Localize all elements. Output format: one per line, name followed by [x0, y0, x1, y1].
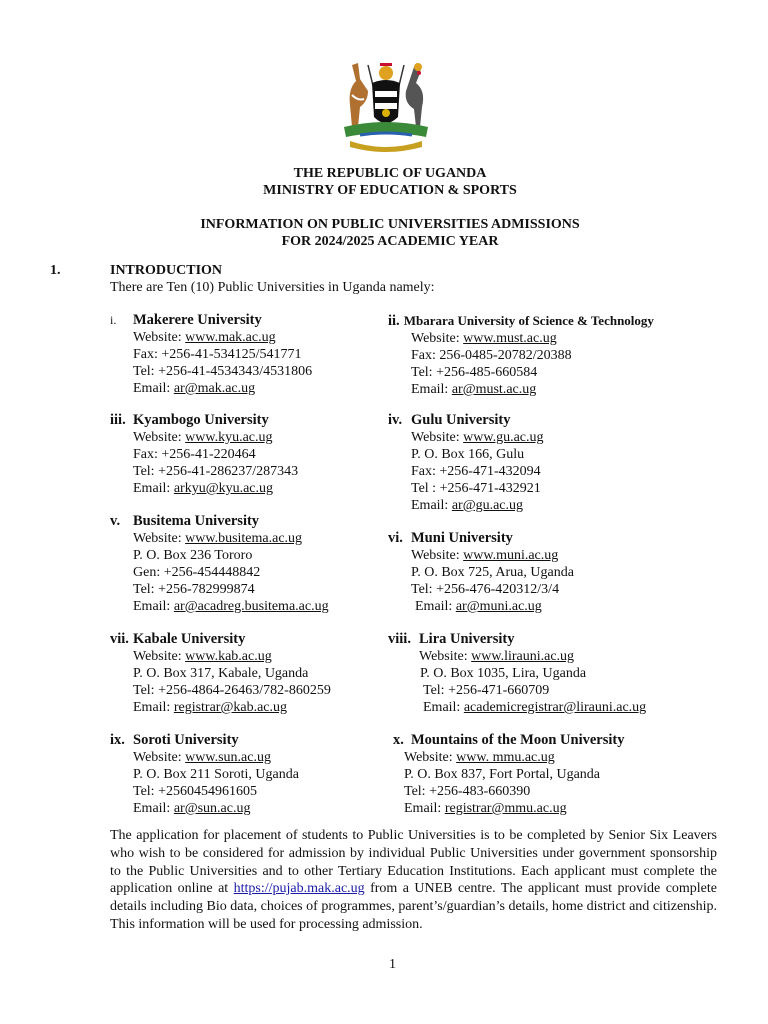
contact-label: Website: — [411, 430, 464, 445]
university-name: Lira University — [419, 631, 515, 647]
paragraph-text: The application for placement of students to Public Universities is to be completed by Senior Six Leavers who wish to be considered for admission by individual Public Universities under government sponsorship to the Public Universities and to other Tertiary Education Institutions. Each applicant must complete the application online at — [110, 828, 717, 897]
contact-line — [411, 547, 574, 564]
contact-line — [404, 766, 624, 783]
document-title: INFORMATION ON PUBLIC UNIVERSITIES ADMISSIONS — [200, 217, 580, 232]
university-name: Mbarara University of Science & Technology — [403, 313, 654, 328]
contact-label: Email: — [411, 498, 452, 513]
contact-line — [404, 783, 624, 800]
university-number: viii. — [388, 631, 411, 647]
contact-label: Tel: +2560454961605 — [133, 784, 257, 799]
contact-line — [404, 749, 624, 766]
contact-label: Email: — [133, 481, 174, 496]
contact-line — [133, 699, 331, 716]
contact-label: P. O. Box 725, Arua, Uganda — [411, 565, 574, 580]
contact-label: Email: — [411, 382, 452, 397]
email-link[interactable]: ar@muni.ac.ug — [455, 599, 542, 614]
university-heading — [110, 513, 329, 530]
university-name: Soroti University — [133, 732, 239, 748]
contact-line — [411, 497, 544, 514]
university-number: iii. — [110, 412, 126, 428]
contact-label: Fax: 256-0485-20782/20388 — [411, 348, 572, 363]
university-heading — [110, 412, 298, 429]
contact-label: Email: — [133, 700, 174, 715]
contact-line — [133, 346, 312, 363]
contact-label: Tel: +256-41-286237/287343 — [133, 464, 299, 479]
website-link[interactable]: www.lirauni.ac.ug — [471, 649, 575, 664]
contact-line — [133, 446, 298, 463]
contact-label: P. O. Box 166, Gulu — [411, 447, 525, 462]
contact-label: Tel : +256-471-432921 — [411, 481, 541, 496]
university-name: Mountains of the Moon University — [411, 732, 625, 748]
contact-label: Fax: +256-41-534125/541771 — [133, 347, 302, 362]
email-link[interactable]: academicregistrar@lirauni.ac.ug — [463, 700, 647, 715]
contact-line — [411, 381, 654, 398]
contact-label: Email: — [404, 801, 445, 816]
uganda-coat-of-arms — [330, 55, 442, 155]
email-link[interactable]: ar@sun.ac.ug — [173, 801, 251, 816]
email-link[interactable]: ar@mak.ac.ug — [173, 381, 256, 396]
section-heading: INTRODUCTION — [110, 263, 223, 278]
contact-label: Email: — [423, 700, 464, 715]
contact-line — [423, 699, 646, 716]
contact-line — [411, 581, 574, 598]
contact-label: Website: — [133, 750, 186, 765]
page-number: 1 — [389, 957, 396, 972]
email-link[interactable]: registrar@kab.ac.ug — [173, 700, 288, 715]
contact-label: Tel: +256-4864-26463/782-860259 — [133, 683, 331, 698]
website-link[interactable]: www.mak.ac.ug — [185, 330, 276, 345]
contact-line — [133, 598, 329, 615]
university-heading — [388, 530, 574, 547]
university-entry — [110, 732, 299, 817]
contact-label: P. O. Box 1035, Lira, Uganda — [420, 666, 587, 681]
pujab-link[interactable]: https://pujab.mak.ac.ug — [233, 881, 365, 897]
contact-line — [133, 363, 312, 380]
contact-label: Fax: +256-41-220464 — [133, 447, 256, 462]
website-link[interactable]: www.gu.ac.ug — [463, 430, 544, 445]
contact-label: Tel: +256-471-660709 — [423, 683, 550, 698]
email-link[interactable]: ar@gu.ac.ug — [451, 498, 524, 513]
contact-line — [133, 329, 312, 346]
university-number: ix. — [110, 732, 125, 748]
application-paragraph — [110, 827, 717, 934]
university-heading — [110, 631, 331, 648]
university-heading — [110, 312, 312, 329]
university-number: iv. — [388, 412, 403, 428]
university-entry — [110, 631, 331, 716]
document-subtitle: FOR 2024/2025 ACADEMIC YEAR — [281, 234, 499, 249]
contact-label: Website: — [133, 649, 186, 664]
contact-line — [411, 564, 574, 581]
university-entry — [110, 312, 312, 397]
website-link[interactable]: www.busitema.ac.ug — [185, 531, 303, 546]
university-number: ii. — [388, 313, 400, 329]
contact-label: Gen: +256-454448842 — [133, 565, 261, 580]
contact-label: Tel: +256-485-660584 — [411, 365, 538, 380]
university-name: Muni University — [411, 530, 513, 546]
contact-label: Website: — [419, 649, 472, 664]
contact-line — [411, 330, 654, 347]
university-entry — [110, 513, 329, 615]
website-link[interactable]: www. mmu.ac.ug — [456, 750, 555, 765]
section-number: 1. — [50, 263, 61, 278]
contact-line — [133, 480, 298, 497]
contact-line — [411, 480, 544, 497]
contact-line — [411, 347, 654, 364]
contact-label: Email: — [133, 599, 174, 614]
contact-line — [133, 783, 299, 800]
contact-line — [133, 749, 299, 766]
contact-label: P. O. Box 837, Fort Portal, Uganda — [404, 767, 600, 782]
email-link[interactable]: registrar@mmu.ac.ug — [444, 801, 567, 816]
website-link[interactable]: www.sun.ac.ug — [185, 750, 271, 765]
contact-line — [133, 530, 329, 547]
university-heading — [110, 732, 299, 749]
republic-heading: THE REPUBLIC OF UGANDA — [293, 166, 487, 181]
contact-line — [415, 598, 574, 615]
university-entry — [393, 732, 624, 817]
contact-line — [423, 682, 646, 699]
university-entry — [388, 530, 574, 615]
contact-label: Tel: +256-483-660390 — [404, 784, 531, 799]
university-heading — [393, 732, 624, 749]
contact-label: P. O. Box 211 Soroti, Uganda — [133, 767, 299, 782]
contact-line — [411, 364, 654, 381]
contact-label: Tel: +256-782999874 — [133, 582, 255, 597]
contact-label: Tel: +256-476-420312/3/4 — [411, 582, 560, 597]
university-number: x. — [393, 732, 404, 748]
university-number: v. — [110, 513, 121, 529]
paragraph-text-end: from a UNEB centre. The applicant must provide complete details including Bio data, choices of programmes, parent’s/guardian’s details, home district and citizenship. This information will be used for processing admission. — [110, 881, 717, 932]
contact-line — [133, 800, 299, 817]
website-link[interactable]: www.must.ac.ug — [463, 331, 557, 346]
contact-label: Website: — [133, 430, 186, 445]
contact-line — [133, 380, 312, 397]
contact-label: Website: — [133, 330, 186, 345]
university-number: vi. — [388, 530, 403, 546]
contact-line — [420, 665, 646, 682]
email-link[interactable]: ar@must.ac.ug — [451, 382, 537, 397]
contact-line — [133, 665, 331, 682]
contact-label: Email: — [133, 801, 174, 816]
contact-line — [419, 648, 646, 665]
contact-line — [133, 429, 298, 446]
contact-line — [133, 547, 329, 564]
contact-line — [133, 682, 331, 699]
contact-line — [133, 463, 298, 480]
contact-label: Fax: +256-471-432094 — [411, 464, 541, 479]
intro-text: There are Ten (10) Public Universities in Uganda namely: — [110, 280, 435, 295]
university-entry — [110, 412, 298, 497]
contact-label: Website: — [411, 331, 464, 346]
contact-line — [411, 429, 544, 446]
university-name: Gulu University — [411, 412, 511, 428]
university-entry — [388, 312, 654, 398]
university-number: i. — [110, 313, 117, 327]
university-entry — [388, 412, 544, 514]
website-link[interactable]: www.kab.ac.ug — [185, 649, 272, 664]
website-link[interactable]: www.muni.ac.ug — [463, 548, 559, 563]
contact-label: Website: — [411, 548, 464, 563]
contact-line — [133, 564, 329, 581]
university-number: vii. — [110, 631, 129, 647]
contact-line — [411, 463, 544, 480]
university-heading — [388, 412, 544, 429]
contact-label: Website: — [404, 750, 457, 765]
university-name: Makerere University — [133, 312, 262, 328]
website-link[interactable]: www.kyu.ac.ug — [185, 430, 273, 445]
contact-label: Email: — [133, 381, 174, 396]
university-heading — [388, 631, 646, 648]
email-link[interactable]: arkyu@kyu.ac.ug — [173, 481, 274, 496]
university-name: Kyambogo University — [133, 412, 269, 428]
contact-label: P. O. Box 317, Kabale, Uganda — [133, 666, 309, 681]
email-link[interactable]: ar@acadreg.busitema.ac.ug — [173, 599, 329, 614]
contact-label: Tel: +256-41-4534343/4531806 — [133, 364, 313, 379]
contact-label: Website: — [133, 531, 186, 546]
contact-line — [404, 800, 624, 817]
university-name: Busitema University — [133, 513, 260, 529]
ministry-heading: MINISTRY OF EDUCATION & SPORTS — [263, 183, 517, 198]
contact-line — [133, 581, 329, 598]
contact-label: P. O. Box 236 Tororo — [133, 548, 253, 563]
contact-line — [411, 446, 544, 463]
contact-line — [133, 766, 299, 783]
contact-label: Email: — [415, 599, 456, 614]
university-entry — [388, 631, 646, 716]
contact-line — [133, 648, 331, 665]
university-name: Kabale University — [133, 631, 246, 647]
university-heading — [388, 312, 654, 330]
